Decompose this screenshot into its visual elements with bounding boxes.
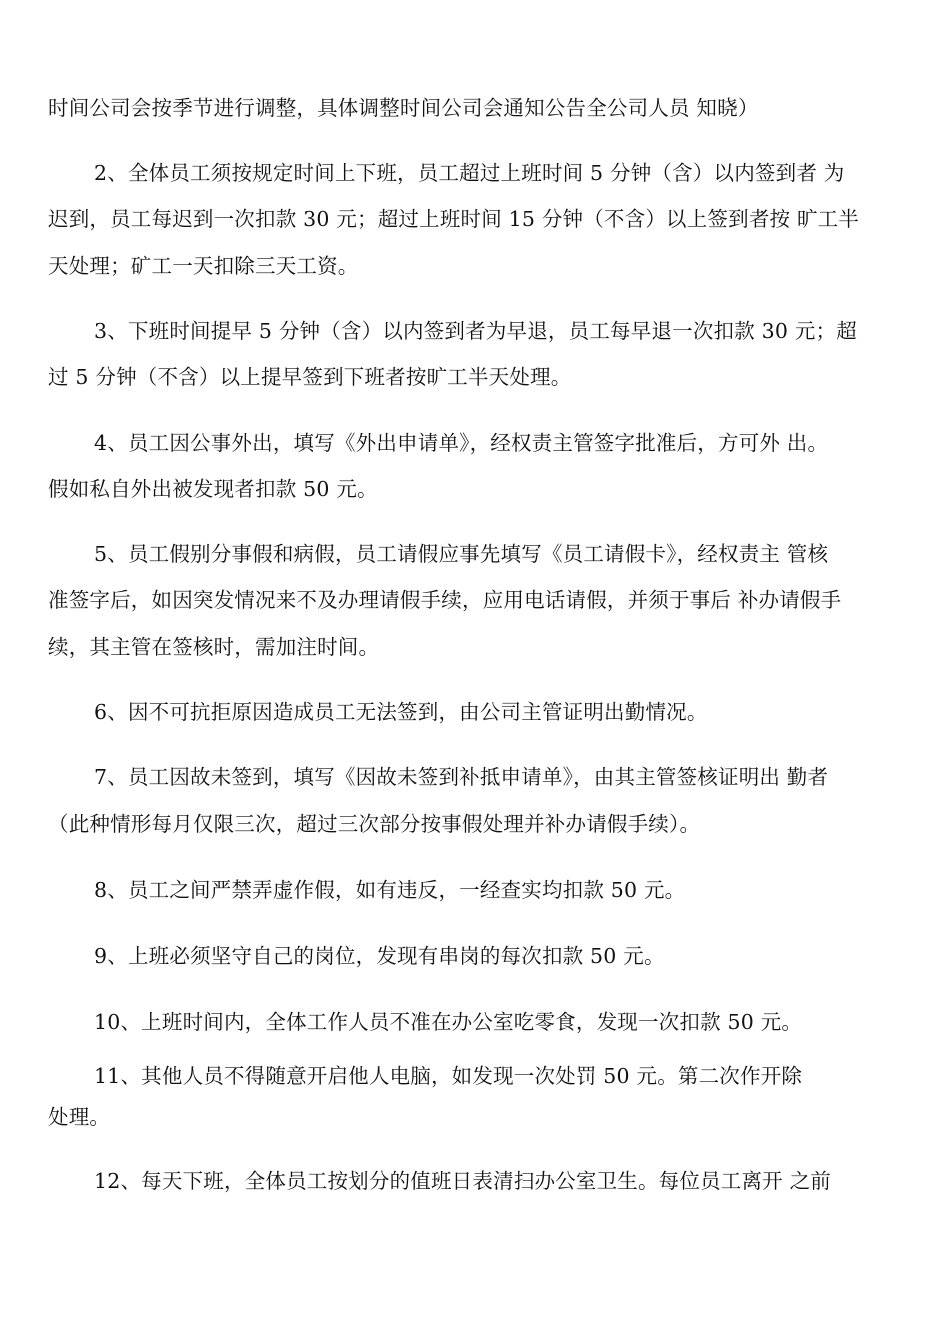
text-line: 准签字后，如因突发情况来不及办理请假手续，应用电话请假，并须于事后 补办请假手 bbox=[48, 588, 842, 612]
text-line: 7、员工因故未签到，填写《因故未签到补抵申请单》，由其主管签核证明出 勤者 bbox=[94, 765, 829, 789]
text-line: 3、下班时间提早 5 分钟（含）以内签到者为早退，员工每早退一次扣款 30 元；超 bbox=[94, 319, 857, 343]
text-line: 假如私自外出被发现者扣款 50 元。 bbox=[48, 477, 378, 501]
text-line: 4、员工因公事外出，填写《外出申请单》，经权责主管签字批准后，方可外 出。 bbox=[94, 431, 829, 455]
text-line: （此种情形每月仅限三次，超过三次部分按事假处理并补办请假手续）。 bbox=[48, 812, 701, 836]
text-line: 12、每天下班，全体员工按划分的值班日表清扫办公室卫生。每位员工离开 之前 bbox=[94, 1169, 831, 1193]
text-line: 8、员工之间严禁弄虚作假，如有违反，一经查实均扣款 50 元。 bbox=[94, 878, 686, 902]
text-line: 迟到，员工每迟到一次扣款 30 元；超过上班时间 15 分钟（不含）以上签到者按 旷工半 bbox=[48, 207, 860, 231]
text-line: 5、员工假别分事假和病假，员工请假应事先填写《员工请假卡》，经权责主 管核 bbox=[94, 542, 829, 566]
text-line: 9、上班必须坚守自己的岗位，发现有串岗的每次扣款 50 元。 bbox=[94, 944, 665, 968]
text-line: 2、全体员工须按规定时间上下班，员工超过上班时间 5 分钟（含）以内签到者 为 bbox=[94, 161, 845, 185]
text-line: 6、因不可抗拒原因造成员工无法签到，由公司主管证明出勤情况。 bbox=[94, 700, 708, 724]
text-line: 续，其主管在签核时，需加注时间。 bbox=[48, 635, 380, 659]
text-line: 11、其他人员不得随意开启他人电脑，如发现一次处罚 50 元。第二次作开除 bbox=[94, 1064, 803, 1088]
text-line: 过 5 分钟（不含）以上提早签到下班者按旷工半天处理。 bbox=[48, 365, 572, 389]
text-line: 10、上班时间内，全体工作人员不准在办公室吃零食，发现一次扣款 50 元。 bbox=[94, 1010, 803, 1034]
text-line: 天处理；矿工一天扣除三天工资。 bbox=[48, 254, 359, 278]
text-line: 处理。 bbox=[48, 1105, 111, 1129]
text-line: 时间公司会按季节进行调整，具体调整时间公司会通知公告全公司人员 知晓） bbox=[48, 96, 759, 120]
